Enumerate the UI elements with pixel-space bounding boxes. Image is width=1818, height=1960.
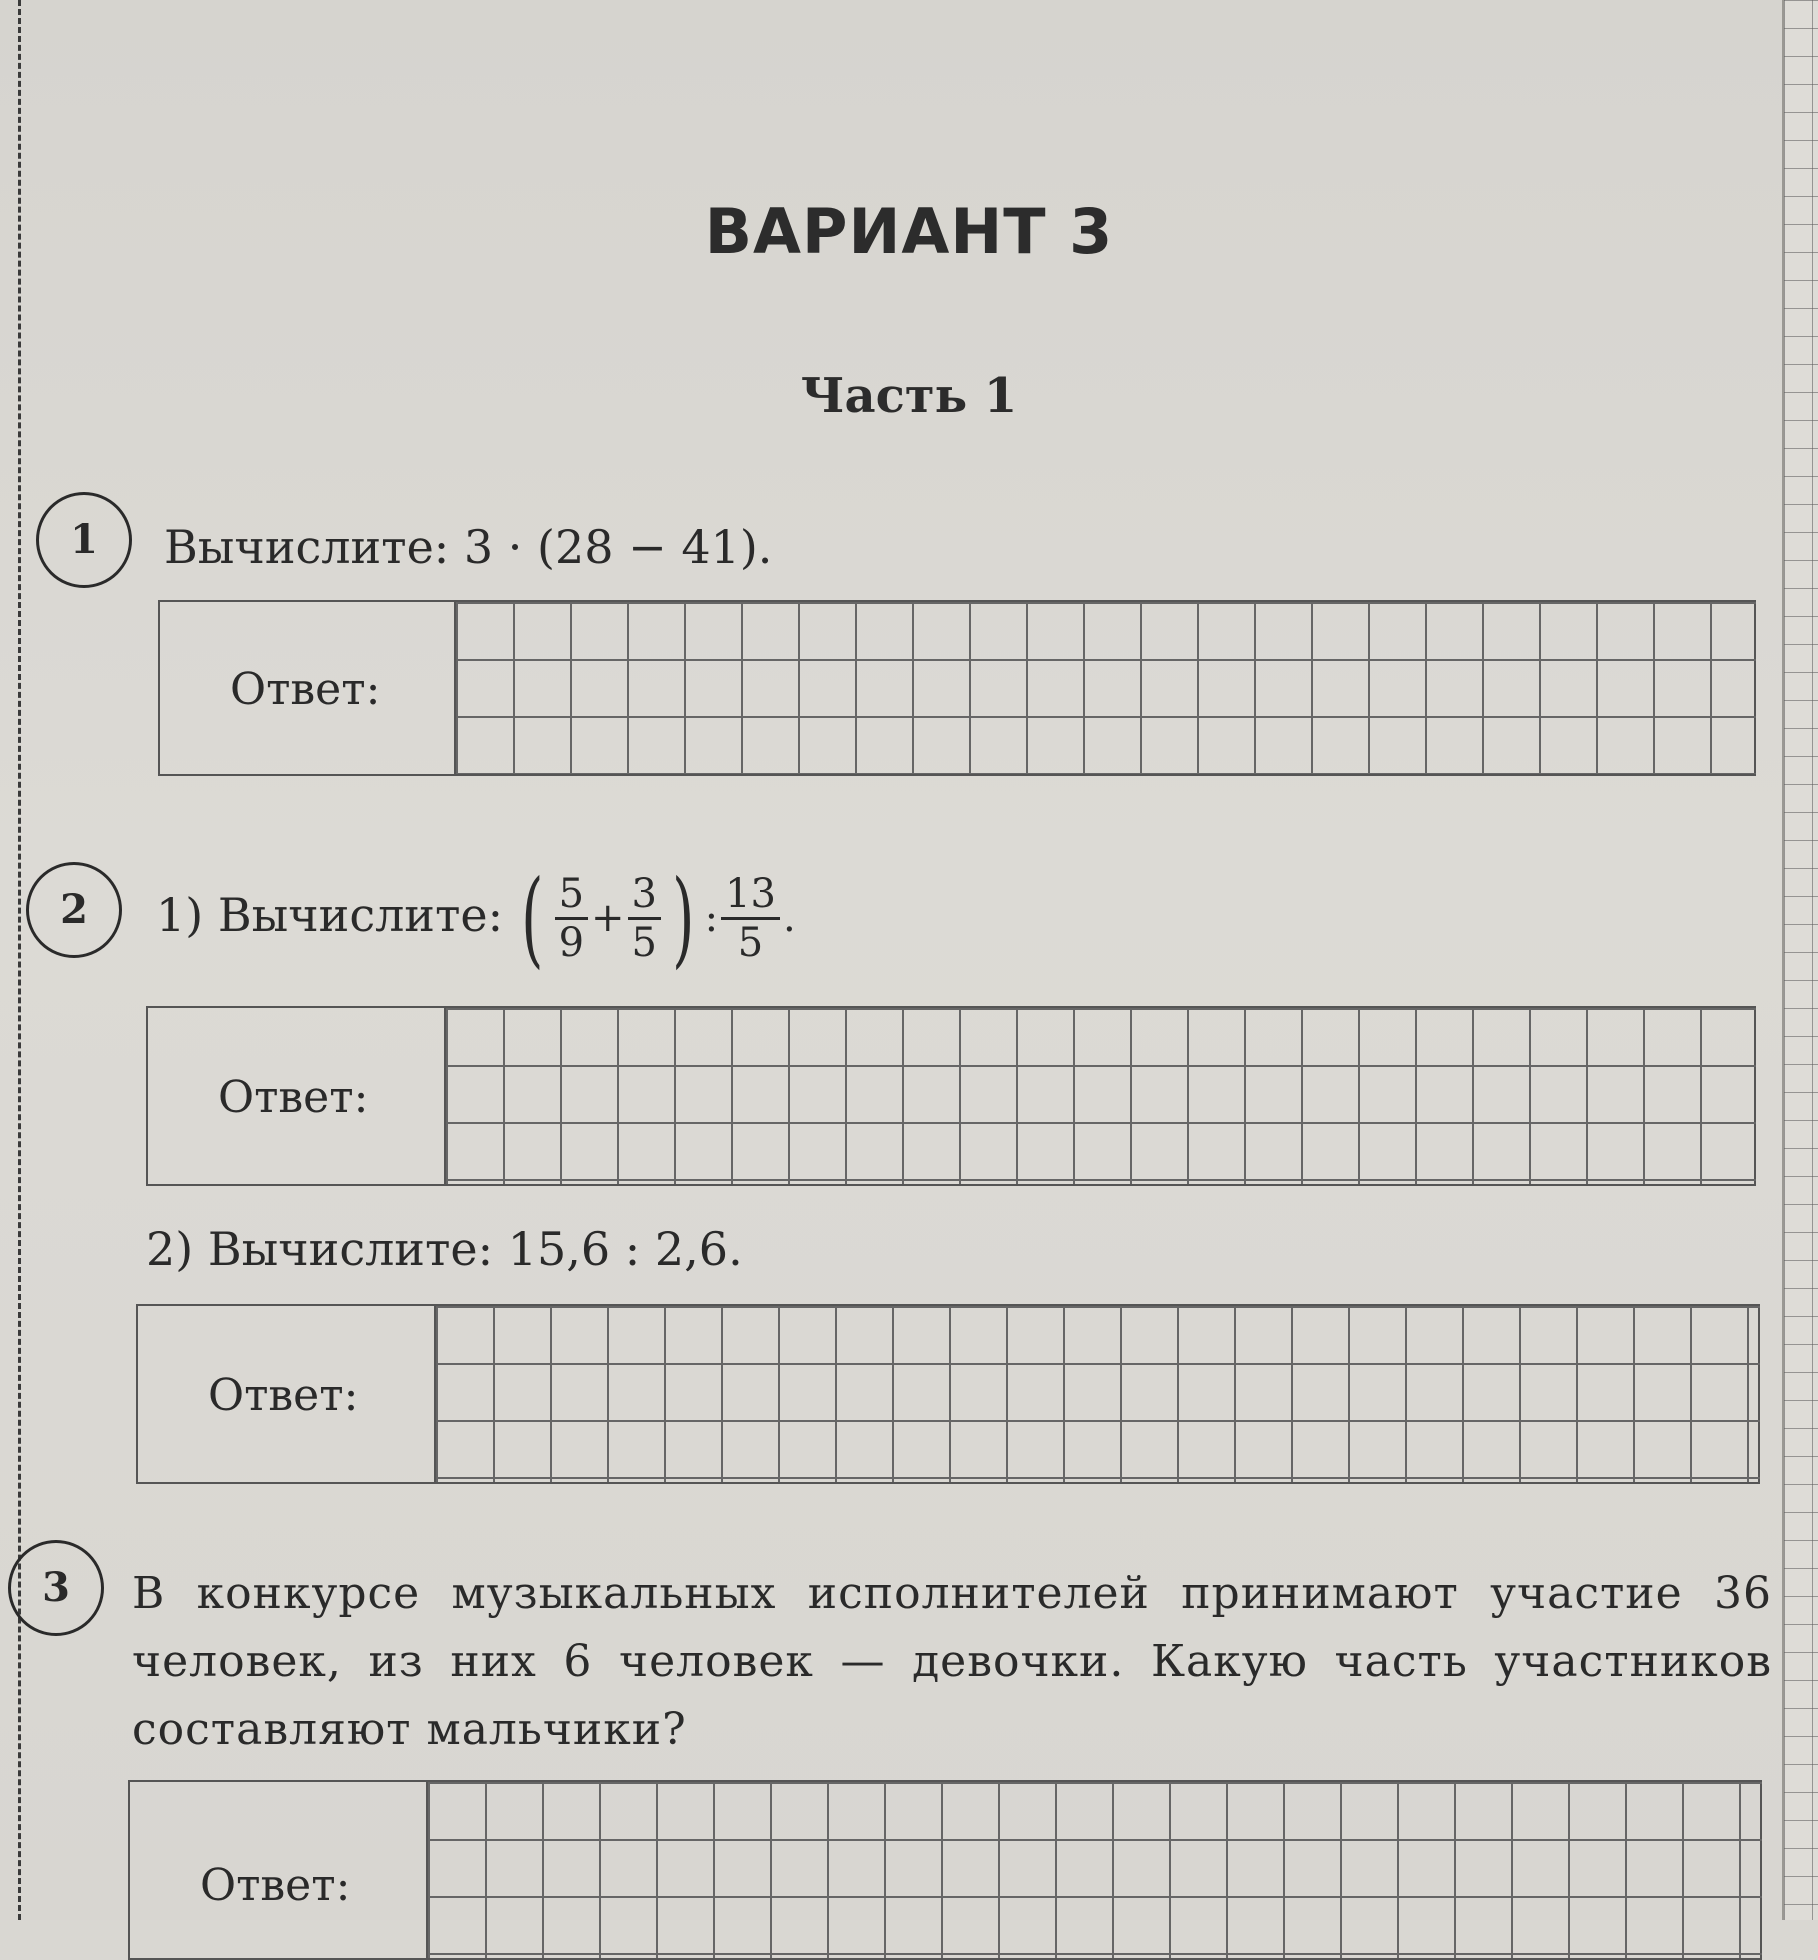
task-2-2-answer-box: [136, 1304, 1760, 1484]
task-2-number: 2: [26, 862, 122, 958]
period: .: [782, 895, 796, 941]
right-paren: ): [672, 857, 695, 979]
numerator: 3: [628, 871, 661, 920]
numerator: 13: [721, 871, 780, 920]
task-3-number: 3: [8, 1540, 104, 1636]
part-title: Часть 1: [800, 368, 1018, 424]
cut-line: [18, 0, 21, 1920]
numerator: 5: [555, 871, 588, 920]
task-2-sub1-prefix: 1) Вычислите:: [156, 888, 504, 942]
task-3-answer-box: [128, 1780, 1762, 1960]
answer-label: Ответ:: [218, 1072, 369, 1123]
task-1-answer-grid[interactable]: [454, 602, 1756, 774]
left-paren: (: [521, 857, 544, 979]
task-2-2-answer-grid[interactable]: [434, 1306, 1760, 1482]
fraction-3-5: [628, 871, 661, 966]
answer-label: Ответ:: [200, 1860, 351, 1911]
colon-sign: :: [704, 895, 719, 941]
answer-label: Ответ:: [208, 1370, 359, 1421]
task-1-answer-box: [158, 600, 1756, 776]
denominator: 9: [558, 919, 585, 966]
task-1-number: 1: [36, 492, 132, 588]
fraction-5-9: [555, 871, 588, 966]
denominator: 5: [737, 919, 764, 966]
task-2-1-answer-box: [146, 1006, 1756, 1186]
plus-sign: +: [591, 895, 625, 941]
task-2-1-answer-grid[interactable]: [444, 1008, 1756, 1184]
task-3-text: В конкурсе музыкальных исполнителей принимают участие 36 человек, из них 6 человек — девочки. Какую часть участников составляют мальчики?: [132, 1568, 1772, 1755]
task-2-expression: [512, 858, 797, 978]
fraction-13-5: [721, 871, 780, 966]
variant-title: ВАРИАНТ 3: [704, 195, 1114, 268]
answer-label: Ответ:: [230, 664, 381, 715]
task-3-answer-grid[interactable]: [426, 1782, 1762, 1958]
next-page-grid-edge: [1782, 0, 1818, 1920]
task-1-text: Вычислите: 3 · (28 − 41).: [164, 520, 773, 574]
task-2-sub2-text: 2) Вычислите: 15,6 : 2,6.: [146, 1222, 743, 1276]
denominator: 5: [631, 919, 657, 966]
